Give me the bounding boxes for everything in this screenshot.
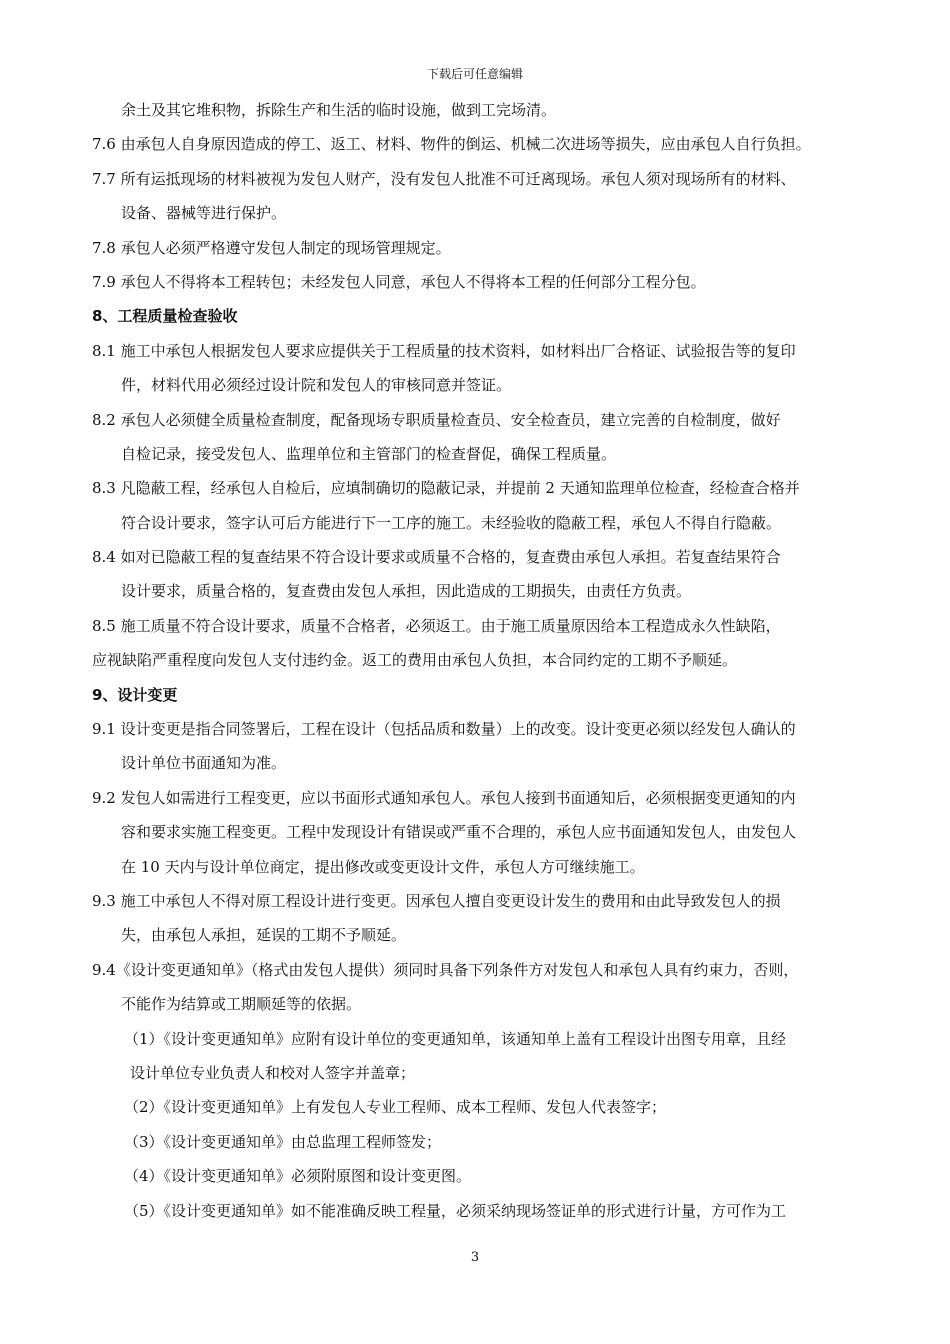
paragraph-continuation: 符合设计要求，签字认可后方能进行下一工序的施工。未经验收的隐蔽工程，承包人不得自行隐蔽。 bbox=[121, 513, 782, 532]
list-item-continuation: 设计单位专业负责人和校对人签字并盖章； bbox=[130, 1063, 416, 1082]
paragraph-continuation: 件，材料代用必须经过设计院和发包人的审核同意并签证。 bbox=[121, 376, 512, 395]
paragraph-line: 9.4《设计变更通知单》（格式由发包人提供）须同时具备下列条件方对发包人和承包人具有约束力，否则， bbox=[92, 960, 799, 979]
list-item: （1）《设计变更通知单》应附有设计单位的变更通知单，该通知单上盖有工程设计出图专用章，且经 bbox=[124, 1029, 787, 1048]
paragraph-continuation: 设计要求，质量合格的，复查费由发包人承担，因此造成的工期损失，由责任方负责。 bbox=[121, 582, 692, 601]
paragraph-line: 8.5 施工质量不符合设计要求，质量不合格者，必须返工。由于施工质量原因给本工程造成永久性缺陷， bbox=[92, 616, 781, 635]
paragraph-line: 8.1 施工中承包人根据发包人要求应提供关于工程质量的技术资料，如材料出厂合格证、试验报告等的复印 bbox=[92, 341, 796, 360]
page-header: 下载后可任意编辑 bbox=[426, 67, 523, 81]
paragraph-line: 8.2 承包人必须健全质量检查制度，配备现场专职质量检查员、安全检查员，建立完善的自检制度，做好 bbox=[92, 410, 781, 429]
list-item: （5）《设计变更通知单》如不能准确反映工程量，必须采纳现场签证单的形式进行计量，方可作为工 bbox=[124, 1201, 787, 1220]
paragraph-continuation: 容和要求实施工程变更。工程中发现设计有错误或严重不合理的，承包人应书面通知发包人，由发包人 bbox=[121, 823, 797, 842]
paragraph-continuation: 失，由承包人承担，延误的工期不予顺延。 bbox=[121, 926, 407, 945]
paragraph-line: 9.3 施工中承包人不得对原工程设计进行变更。因承包人擅自变更设计发生的费用和由此导致发包人的损 bbox=[92, 891, 781, 910]
paragraph-line: 7.9 承包人不得将本工程转包；未经发包人同意，承包人不得将本工程的任何部分工程分包。 bbox=[92, 272, 706, 291]
paragraph-line: 7.8 承包人必须严格遵守发包人制定的现场管理规定。 bbox=[92, 238, 451, 257]
paragraph-line: 9.1 设计变更是指合同签署后，工程在设计（包括品质和数量）上的改变。设计变更必须以经发包人确认的 bbox=[92, 720, 796, 739]
paragraph-line: 7.7 所有运抵现场的材料被视为发包人财产，没有发包人批准不可迁离现场。承包人须对现场所有的材料、 bbox=[92, 169, 796, 188]
list-item: （2）《设计变更通知单》上有发包人专业工程师、成本工程师、发包人代表签字； bbox=[124, 1098, 667, 1117]
list-item: （4）《设计变更通知单》必须附原图和设计变更图。 bbox=[124, 1167, 472, 1186]
document-body bbox=[92, 93, 882, 1228]
paragraph-line: 8.3 凡隐蔽工程，经承包人自检后，应填制确切的隐蔽记录，并提前 2 天通知监理单位检查，经检查合格并 bbox=[92, 479, 800, 498]
paragraph-continuation: 自检记录，接受发包人、监理单位和主管部门的检查督促，确保工程质量。 bbox=[121, 444, 617, 463]
paragraph-continuation: 在 10 天内与设计单位商定，提出修改或变更设计文件，承包人方可继续施工。 bbox=[121, 857, 645, 876]
paragraph-continuation: 设计单位书面通知为准。 bbox=[121, 754, 287, 773]
paragraph-line: 8.4 如对已隐蔽工程的复查结果不符合设计要求或质量不合格的，复查费由承包人承担。若复查结果符合 bbox=[92, 548, 781, 567]
section-heading: 9、设计变更 bbox=[92, 685, 178, 704]
paragraph-line: 应视缺陷严重程度向发包人支付违约金。返工的费用由承包人负担，本合同约定的工期不予顺延。 bbox=[92, 651, 738, 670]
paragraph-continuation: 不能作为结算或工期顺延等的依据。 bbox=[121, 995, 362, 1014]
paragraph-continuation: 余土及其它堆积物，拆除生产和生活的临时设施，做到工完场清。 bbox=[121, 101, 557, 119]
page-number: 3 bbox=[470, 1250, 480, 1265]
section-heading: 8、工程质量检查验收 bbox=[92, 307, 238, 326]
paragraph-continuation: 设备、器械等进行保护。 bbox=[121, 204, 287, 223]
list-item: （3）《设计变更通知单》由总监理工程师签发； bbox=[124, 1132, 442, 1151]
paragraph-line: 9.2 发包人如需进行工程变更，应以书面形式通知承包人。承包人接到书面通知后，必须根据变更通知的内 bbox=[92, 788, 796, 807]
paragraph-line: 7.6 由承包人自身原因造成的停工、返工、材料、物件的倒运、机械二次进场等损失，应由承包人自行负担。 bbox=[92, 135, 811, 154]
